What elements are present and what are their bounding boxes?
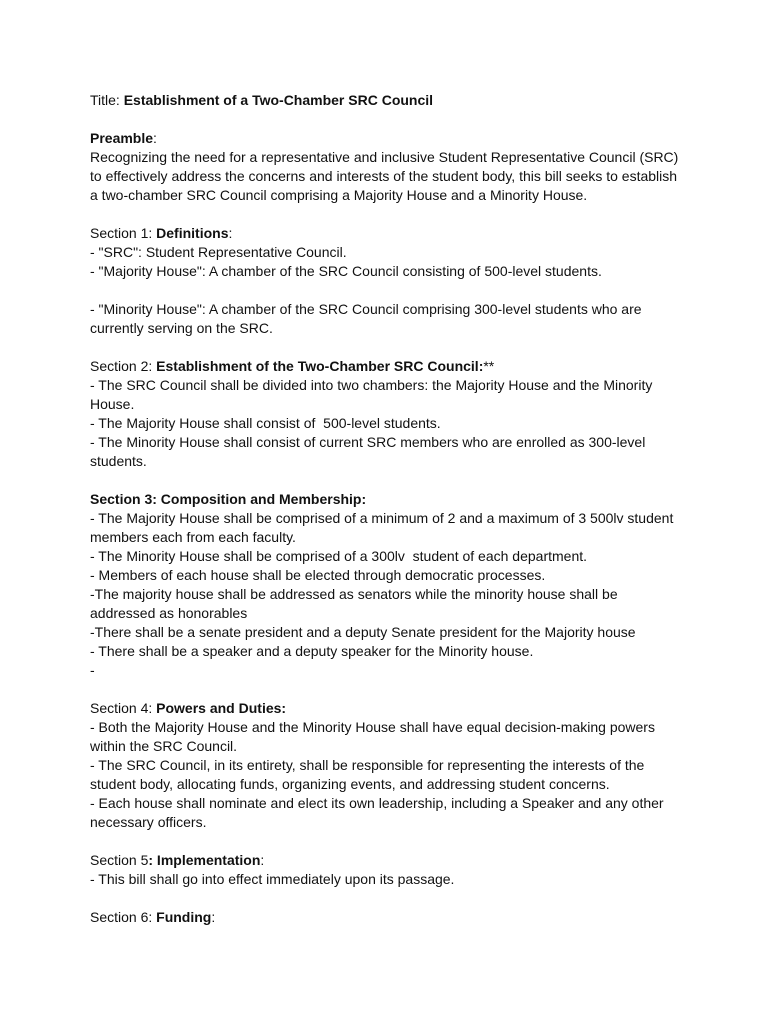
section-4-heading: [90, 699, 690, 718]
section-3-line: addressed as honorables: [90, 605, 248, 621]
section-2-line: - The SRC Council shall be divided into two chambers: the Majority House and the Minority: [90, 377, 653, 393]
preamble-heading: [90, 129, 690, 148]
section-4-line: - Each house shall nominate and elect its own leadership, including a Speaker and any other: [90, 795, 664, 811]
section-3-line: - The Majority House shall be comprised of a minimum of 2 and a maximum of 3 500lv student: [90, 510, 674, 526]
section-4-line: - The SRC Council, in its entirety, shall be responsible for representing the interests of the: [90, 757, 645, 773]
preamble-heading-text: Preamble: [90, 130, 154, 146]
section-4-title: Powers and Duties:: [156, 700, 287, 716]
section-3-line: - There shall be a speaker and a deputy speaker for the Minority house.: [90, 643, 534, 659]
section-6-suffix: :: [211, 909, 216, 925]
section-5-heading: [90, 851, 690, 870]
section-3-line: -: [90, 662, 95, 678]
section-1-line: - "Minority House": A chamber of the SRC Council comprising 300-level students who are: [90, 301, 642, 317]
section-5-suffix: :: [260, 852, 265, 868]
section-3-line: - The Minority House shall be comprised of a 300lv student of each department.: [90, 548, 588, 564]
section-2-prefix: Section 2:: [90, 358, 157, 374]
preamble-line: Recognizing the need for a representative and inclusive Student Representative Council (SRC): [90, 149, 679, 165]
section-3-heading: [90, 490, 690, 509]
title-prefix: Title:: [90, 92, 124, 108]
section-2-suffix: **: [483, 358, 495, 374]
title-text: Establishment of a Two-Chamber SRC Council: [123, 92, 434, 108]
section-3-line: -The majority house shall be addressed as senators while the minority house shall be: [90, 586, 618, 602]
section-2-title: Establishment of the Two-Chamber SRC Council:: [156, 358, 484, 374]
section-2-line: students.: [90, 453, 147, 469]
section-4-line: student body, allocating funds, organizing events, and addressing student concerns.: [90, 776, 610, 792]
section-2-line: - The Minority House shall consist of current SRC members who are enrolled as 300-level: [90, 434, 646, 450]
section-3-line: -There shall be a senate president and a deputy Senate president for the Majority house: [90, 624, 636, 640]
section-2-line: House.: [90, 396, 135, 412]
section-1-line: currently serving on the SRC.: [90, 320, 273, 336]
section-1-line: - "SRC": Student Representative Council.: [90, 244, 347, 260]
section-3-title: Section 3: Composition and Membership:: [90, 491, 367, 507]
preamble-line: a two-chamber SRC Council comprising a Majority House and a Minority House.: [90, 187, 588, 203]
section-5-line: - This bill shall go into effect immediately upon its passage.: [90, 871, 455, 887]
section-2-heading: [90, 357, 690, 376]
section-1-heading: [90, 224, 690, 243]
section-3-line: members each from each faculty.: [90, 529, 296, 545]
section-4-prefix: Section 4:: [90, 700, 157, 716]
section-2-line: - The Majority House shall consist of 500-level students.: [90, 415, 441, 431]
section-6-prefix: Section 6:: [90, 909, 157, 925]
preamble-line: to effectively address the concerns and interests of the student body, this bill seeks to establish: [90, 168, 678, 184]
section-1-suffix: :: [228, 225, 233, 241]
preamble-heading-colon: :: [153, 130, 157, 146]
section-1-line: - "Majority House": A chamber of the SRC Council consisting of 500-level students.: [90, 263, 602, 279]
section-1-prefix: Section 1:: [90, 225, 157, 241]
section-3-line: - Members of each house shall be elected through democratic processes.: [90, 567, 546, 583]
section-6-title: Funding: [156, 909, 212, 925]
section-4-line: - Both the Majority House and the Minority House shall have equal decision-making powers: [90, 719, 655, 735]
section-4-line: necessary officers.: [90, 814, 207, 830]
document-title: [90, 91, 690, 110]
document-page: [90, 91, 690, 927]
section-5-prefix: Section 5: [90, 852, 149, 868]
section-5-title: : Implementation: [148, 852, 261, 868]
section-1-title: Definitions: [156, 225, 229, 241]
section-6-heading: [90, 908, 690, 927]
section-4-line: within the SRC Council.: [90, 738, 238, 754]
